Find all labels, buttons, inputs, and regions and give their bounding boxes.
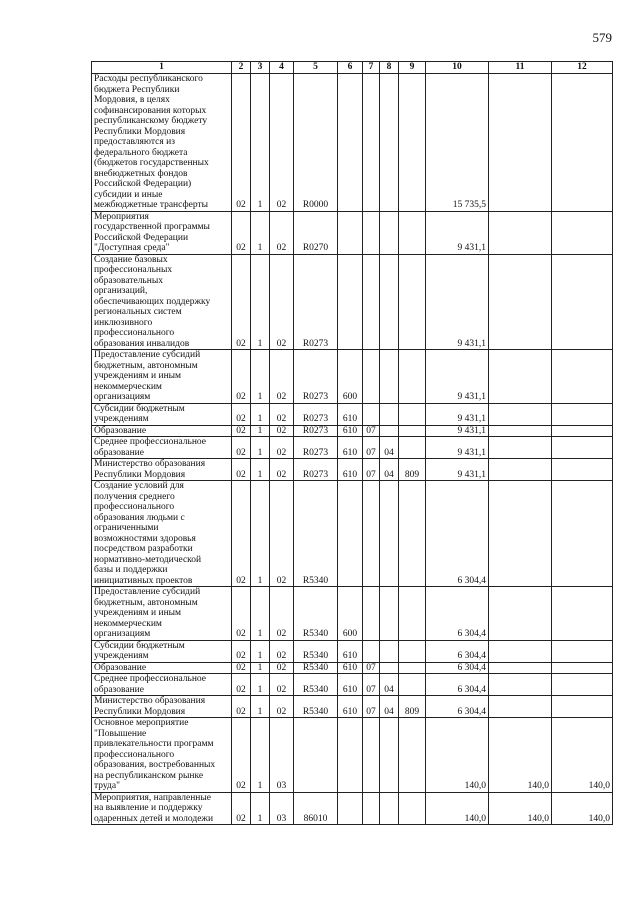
cell-col-3: 1 (251, 587, 270, 641)
cell-col-8 (380, 718, 399, 793)
cell-col-10: 6 304,4 (426, 662, 489, 674)
cell-col-11 (489, 211, 552, 254)
cell-col-3: 1 (251, 254, 270, 350)
cell-col-9 (399, 211, 426, 254)
row-description: Мероприятия государственной программы Российской Федерации "Доступная среда" (92, 211, 232, 254)
cell-col-3: 1 (251, 481, 270, 587)
cell-col-8 (380, 792, 399, 825)
cell-col-12 (552, 662, 613, 674)
cell-col-12 (552, 211, 613, 254)
cell-col-3: 1 (251, 696, 270, 718)
cell-col-2: 02 (232, 211, 251, 254)
cell-col-6: 610 (338, 459, 363, 481)
cell-col-3: 1 (251, 459, 270, 481)
cell-col-2: 02 (232, 481, 251, 587)
cell-col-9: 809 (399, 459, 426, 481)
cell-col-7: 07 (363, 437, 380, 459)
row-description: Министерство образования Республики Мордовия (92, 459, 232, 481)
cell-col-11: 140,0 (489, 718, 552, 793)
cell-col-4: 02 (270, 425, 294, 437)
cell-col-10: 6 304,4 (426, 674, 489, 696)
cell-col-2: 02 (232, 587, 251, 641)
header-cell: 1 (92, 62, 232, 74)
header-cell: 2 (232, 62, 251, 74)
cell-col-12 (552, 459, 613, 481)
cell-col-5: R5340 (294, 640, 338, 662)
header-cell: 12 (552, 62, 613, 74)
cell-col-2: 02 (232, 425, 251, 437)
table-row (92, 403, 613, 425)
cell-col-12 (552, 674, 613, 696)
cell-col-3: 1 (251, 437, 270, 459)
row-description: Предоставление субсидий бюджетным, автономным учреждениям и иным некоммерческим организациям (92, 350, 232, 404)
cell-col-7: 07 (363, 674, 380, 696)
cell-col-10: 140,0 (426, 718, 489, 793)
cell-col-11 (489, 587, 552, 641)
header-cell: 6 (338, 62, 363, 74)
cell-col-9 (399, 640, 426, 662)
cell-col-9 (399, 674, 426, 696)
cell-col-3: 1 (251, 674, 270, 696)
cell-col-11 (489, 74, 552, 212)
cell-col-12 (552, 640, 613, 662)
cell-col-11 (489, 350, 552, 404)
cell-col-9 (399, 403, 426, 425)
row-description: Среднее профессиональное образование (92, 674, 232, 696)
cell-col-6: 600 (338, 350, 363, 404)
cell-col-10: 9 431,1 (426, 254, 489, 350)
cell-col-7: 07 (363, 696, 380, 718)
cell-col-12 (552, 696, 613, 718)
cell-col-6 (338, 481, 363, 587)
cell-col-6 (338, 792, 363, 825)
cell-col-10: 6 304,4 (426, 696, 489, 718)
cell-col-3: 1 (251, 718, 270, 793)
cell-col-4: 02 (270, 674, 294, 696)
cell-col-6: 610 (338, 640, 363, 662)
cell-col-6: 610 (338, 437, 363, 459)
row-description: Среднее профессиональное образование (92, 437, 232, 459)
header-cell: 11 (489, 62, 552, 74)
cell-col-7 (363, 587, 380, 641)
cell-col-3: 1 (251, 350, 270, 404)
cell-col-11 (489, 674, 552, 696)
row-description: Субсидии бюджетным учреждениям (92, 403, 232, 425)
header-cell: 4 (270, 62, 294, 74)
cell-col-8 (380, 211, 399, 254)
cell-col-8 (380, 254, 399, 350)
cell-col-2: 02 (232, 403, 251, 425)
cell-col-6: 610 (338, 662, 363, 674)
cell-col-8 (380, 587, 399, 641)
header-cell: 10 (426, 62, 489, 74)
cell-col-11 (489, 437, 552, 459)
cell-col-4: 02 (270, 403, 294, 425)
cell-col-9 (399, 425, 426, 437)
table-row (92, 254, 613, 350)
cell-col-2: 02 (232, 254, 251, 350)
cell-col-9 (399, 437, 426, 459)
table-row (92, 792, 613, 825)
cell-col-6 (338, 254, 363, 350)
cell-col-5: R0270 (294, 211, 338, 254)
cell-col-3: 1 (251, 74, 270, 212)
cell-col-12: 140,0 (552, 718, 613, 793)
table-row (92, 718, 613, 793)
cell-col-4: 02 (270, 662, 294, 674)
cell-col-10: 15 735,5 (426, 74, 489, 212)
cell-col-5: 86010 (294, 792, 338, 825)
cell-col-4: 02 (270, 459, 294, 481)
table-row (92, 211, 613, 254)
cell-col-5: R0273 (294, 254, 338, 350)
cell-col-8: 04 (380, 437, 399, 459)
cell-col-6: 610 (338, 425, 363, 437)
cell-col-7: 07 (363, 425, 380, 437)
row-description: Мероприятия, направленные на выявление и поддержку одаренных детей и молодежи (92, 792, 232, 825)
cell-col-12 (552, 403, 613, 425)
budget-table (91, 61, 613, 825)
table-row (92, 350, 613, 404)
cell-col-5: R5340 (294, 587, 338, 641)
cell-col-7 (363, 74, 380, 212)
cell-col-5 (294, 718, 338, 793)
cell-col-7 (363, 403, 380, 425)
cell-col-6 (338, 211, 363, 254)
table-row (92, 425, 613, 437)
cell-col-12 (552, 350, 613, 404)
cell-col-7 (363, 792, 380, 825)
cell-col-7 (363, 718, 380, 793)
cell-col-4: 03 (270, 792, 294, 825)
cell-col-6: 610 (338, 674, 363, 696)
cell-col-10: 6 304,4 (426, 587, 489, 641)
cell-col-12: 140,0 (552, 792, 613, 825)
cell-col-4: 02 (270, 437, 294, 459)
cell-col-4: 02 (270, 254, 294, 350)
cell-col-5: R0273 (294, 403, 338, 425)
cell-col-11 (489, 425, 552, 437)
cell-col-12 (552, 254, 613, 350)
cell-col-11 (489, 481, 552, 587)
row-description: Расходы республиканского бюджета Республики Мордовия, в целях софинансирования которых республиканскому бюджету Республики Мордовия предоставляются из федерального бюджета (бюджетов государственных внебюджетных фондов Российской Федерации) субсидии и иные межбюджетные трансферты (92, 74, 232, 212)
cell-col-4: 02 (270, 350, 294, 404)
cell-col-3: 1 (251, 792, 270, 825)
cell-col-11 (489, 662, 552, 674)
cell-col-4: 02 (270, 74, 294, 212)
cell-col-12 (552, 437, 613, 459)
cell-col-4: 02 (270, 481, 294, 587)
cell-col-8 (380, 640, 399, 662)
cell-col-9 (399, 662, 426, 674)
cell-col-11 (489, 696, 552, 718)
page-number: 579 (592, 30, 612, 45)
row-description: Министерство образования Республики Мордовия (92, 696, 232, 718)
table-row (92, 481, 613, 587)
cell-col-6: 610 (338, 403, 363, 425)
cell-col-8: 04 (380, 459, 399, 481)
row-description: Создание условий для получения среднего профессионального образования людьми с ограниченными возможностями здоровья посредством разработки нормативно-методической базы и поддержки инициативных проектов (92, 481, 232, 587)
cell-col-2: 02 (232, 459, 251, 481)
cell-col-7: 07 (363, 662, 380, 674)
cell-col-11 (489, 403, 552, 425)
cell-col-6 (338, 718, 363, 793)
table-row (92, 459, 613, 481)
cell-col-2: 02 (232, 674, 251, 696)
row-description: Образование (92, 662, 232, 674)
cell-col-3: 1 (251, 640, 270, 662)
cell-col-9 (399, 74, 426, 212)
cell-col-2: 02 (232, 718, 251, 793)
cell-col-7 (363, 640, 380, 662)
cell-col-3: 1 (251, 403, 270, 425)
cell-col-9 (399, 350, 426, 404)
cell-col-7 (363, 211, 380, 254)
cell-col-8 (380, 403, 399, 425)
table-row (92, 437, 613, 459)
cell-col-8: 04 (380, 674, 399, 696)
cell-col-9 (399, 718, 426, 793)
cell-col-8 (380, 350, 399, 404)
cell-col-10: 9 431,1 (426, 459, 489, 481)
row-description: Основное мероприятие "Повышение привлекательности программ профессионального образования, востребованных на республиканском рынке труда" (92, 718, 232, 793)
cell-col-3: 1 (251, 425, 270, 437)
cell-col-6: 610 (338, 696, 363, 718)
table-row (92, 640, 613, 662)
cell-col-4: 02 (270, 211, 294, 254)
cell-col-7 (363, 254, 380, 350)
cell-col-12 (552, 481, 613, 587)
cell-col-5: R0273 (294, 425, 338, 437)
cell-col-9 (399, 792, 426, 825)
cell-col-4: 02 (270, 587, 294, 641)
cell-col-12 (552, 425, 613, 437)
header-cell: 3 (251, 62, 270, 74)
cell-col-10: 9 431,1 (426, 403, 489, 425)
cell-col-5: R0273 (294, 459, 338, 481)
cell-col-6: 600 (338, 587, 363, 641)
row-description: Субсидии бюджетным учреждениям (92, 640, 232, 662)
cell-col-8 (380, 481, 399, 587)
table-row (92, 674, 613, 696)
cell-col-10: 9 431,1 (426, 425, 489, 437)
cell-col-8 (380, 662, 399, 674)
table-row (92, 74, 613, 212)
cell-col-12 (552, 587, 613, 641)
table-row (92, 587, 613, 641)
cell-col-4: 02 (270, 696, 294, 718)
header-cell: 9 (399, 62, 426, 74)
cell-col-5: R0000 (294, 74, 338, 212)
cell-col-10: 9 431,1 (426, 437, 489, 459)
cell-col-5: R0273 (294, 350, 338, 404)
header-cell: 7 (363, 62, 380, 74)
cell-col-2: 02 (232, 662, 251, 674)
cell-col-9 (399, 587, 426, 641)
cell-col-11 (489, 459, 552, 481)
cell-col-4: 03 (270, 718, 294, 793)
cell-col-10: 9 431,1 (426, 211, 489, 254)
row-description: Образование (92, 425, 232, 437)
header-cell: 8 (380, 62, 399, 74)
cell-col-9 (399, 481, 426, 587)
cell-col-11 (489, 254, 552, 350)
cell-col-7 (363, 350, 380, 404)
cell-col-2: 02 (232, 350, 251, 404)
header-cell: 5 (294, 62, 338, 74)
cell-col-3: 1 (251, 211, 270, 254)
table-row (92, 662, 613, 674)
cell-col-8 (380, 74, 399, 212)
cell-col-10: 6 304,4 (426, 640, 489, 662)
cell-col-8 (380, 425, 399, 437)
cell-col-9: 809 (399, 696, 426, 718)
cell-col-11 (489, 640, 552, 662)
cell-col-10: 140,0 (426, 792, 489, 825)
table-row (92, 696, 613, 718)
cell-col-11: 140,0 (489, 792, 552, 825)
row-description: Предоставление субсидий бюджетным, автономным учреждениям и иным некоммерческим организациям (92, 587, 232, 641)
cell-col-9 (399, 254, 426, 350)
cell-col-2: 02 (232, 696, 251, 718)
cell-col-2: 02 (232, 792, 251, 825)
header-row (92, 62, 613, 74)
cell-col-8: 04 (380, 696, 399, 718)
cell-col-3: 1 (251, 662, 270, 674)
cell-col-7: 07 (363, 459, 380, 481)
row-description: Создание базовых профессиональных образовательных организаций, обеспечивающих поддержку региональных систем инклюзивного профессионального образования инвалидов (92, 254, 232, 350)
cell-col-5: R5340 (294, 674, 338, 696)
cell-col-7 (363, 481, 380, 587)
cell-col-10: 6 304,4 (426, 481, 489, 587)
cell-col-5: R0273 (294, 437, 338, 459)
cell-col-5: R5340 (294, 481, 338, 587)
cell-col-4: 02 (270, 640, 294, 662)
cell-col-12 (552, 74, 613, 212)
cell-col-2: 02 (232, 74, 251, 212)
cell-col-6 (338, 74, 363, 212)
cell-col-2: 02 (232, 437, 251, 459)
cell-col-2: 02 (232, 640, 251, 662)
cell-col-10: 9 431,1 (426, 350, 489, 404)
cell-col-5: R5340 (294, 662, 338, 674)
cell-col-5: R5340 (294, 696, 338, 718)
